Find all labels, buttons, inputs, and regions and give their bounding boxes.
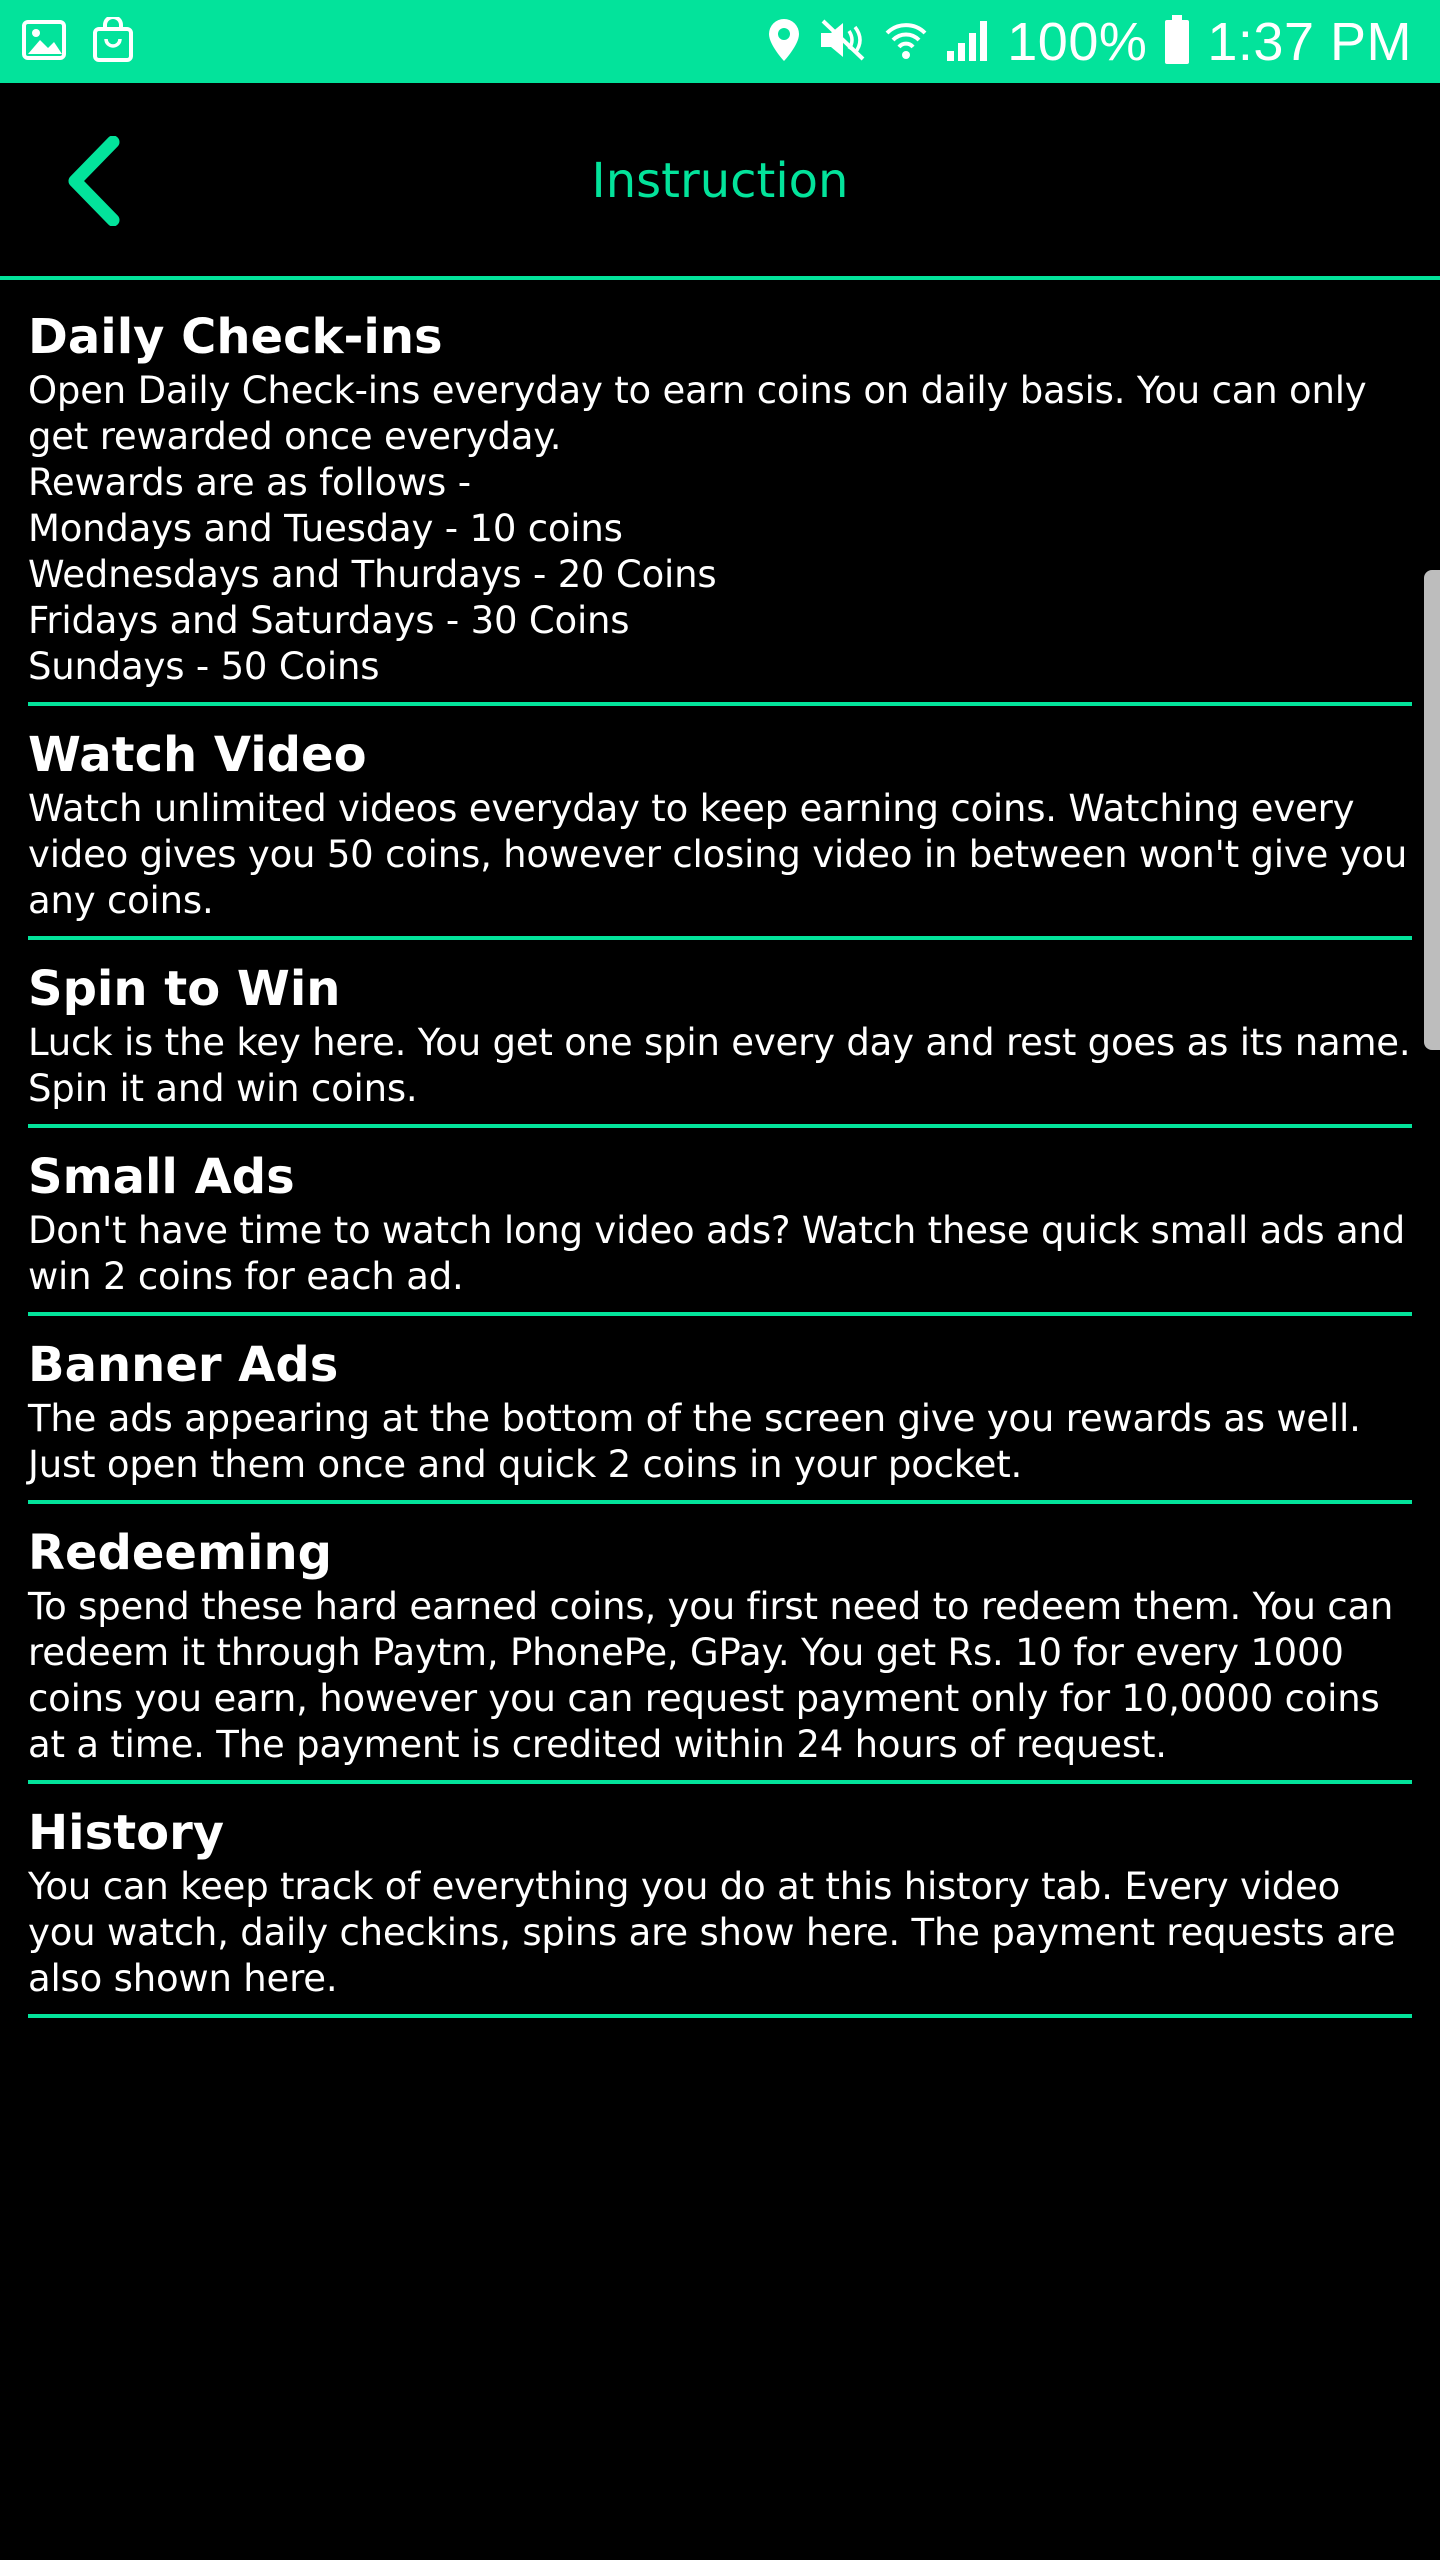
battery-percent: 100% (1007, 11, 1148, 72)
signal-icon (945, 17, 991, 67)
section-watch-video (28, 724, 1412, 940)
app-bar (0, 83, 1440, 276)
section-text: You can keep track of everything you do at this history tab. Every video you watch, daily checkins, spins are show here. The payment requests are also shown here. (28, 1865, 1396, 2000)
section-text: The ads appearing at the bottom of the screen give you rewards as well. Just open them once and quick 2 coins in your pocket. (28, 1397, 1361, 1486)
status-bar-right (751, 11, 1412, 73)
section-banner-ads (28, 1334, 1412, 1504)
section-text: Sundays - 50 Coins (28, 645, 380, 688)
section-title: Watch Video (28, 727, 367, 783)
wifi-icon (883, 17, 929, 67)
shopping-bag-icon (92, 17, 134, 67)
section-spin-to-win (28, 958, 1412, 1128)
section-text: Luck is the key here. You get one spin every day and rest goes as its name. Spin it and win coins. (28, 1021, 1411, 1110)
section-history (28, 1802, 1412, 2018)
header-divider (0, 276, 1440, 280)
battery-icon (1163, 15, 1191, 69)
section-text: Mondays and Tuesday - 10 coins (28, 507, 623, 550)
status-bar-left (22, 17, 160, 67)
status-time: 1:37 PM (1207, 11, 1412, 72)
instruction-list (28, 306, 1412, 2036)
section-title: Redeeming (28, 1525, 332, 1581)
status-bar (0, 0, 1440, 83)
section-text: Rewards are as follows - (28, 461, 471, 504)
mute-icon (817, 17, 867, 67)
section-title: History (28, 1805, 225, 1861)
section-title: Small Ads (28, 1149, 295, 1205)
image-icon (22, 20, 66, 64)
scrollbar-thumb[interactable] (1424, 570, 1440, 1050)
page-title: Instruction (591, 153, 849, 209)
section-text: Fridays and Saturdays - 30 Coins (28, 599, 630, 642)
section-text: Open Daily Check-ins everyday to earn coins on daily basis. You can only get rewarded once everyday. (28, 369, 1367, 458)
section-title: Banner Ads (28, 1337, 339, 1393)
location-icon (767, 17, 801, 67)
section-small-ads (28, 1146, 1412, 1316)
section-text: Watch unlimited videos everyday to keep earning coins. Watching every video gives you 50 coins, however closing video in between won't give you any coins. (28, 787, 1408, 922)
section-title: Spin to Win (28, 961, 341, 1017)
section-text: To spend these hard earned coins, you first need to redeem them. You can redeem it through Paytm, PhonePe, GPay. You get Rs. 10 for every 1000 coins you earn, however you can request payment only for 10,0000 coins at a time. The payment is credited within 24 hours of request. (28, 1585, 1394, 1766)
section-title: Daily Check-ins (28, 309, 443, 365)
section-text: Wednesdays and Thurdays - 20 Coins (28, 553, 717, 596)
section-daily-checkins (28, 306, 1412, 706)
section-redeeming (28, 1522, 1412, 1784)
section-text: Don't have time to watch long video ads? Watch these quick small ads and win 2 coins for each ad. (28, 1209, 1406, 1298)
